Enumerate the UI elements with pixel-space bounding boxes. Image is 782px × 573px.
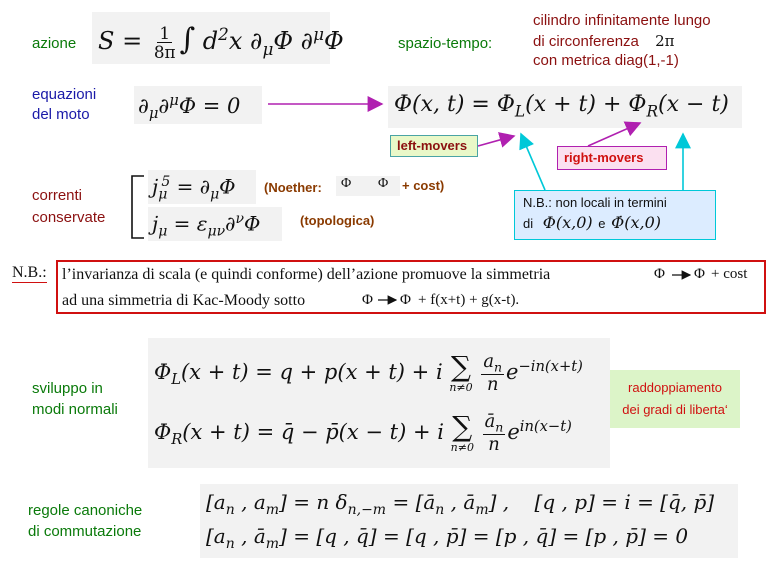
nb-main-line1-to: Φ — [694, 266, 705, 282]
phiL-formula: $\Phi_L(x + t) = q + p(x + t) + i$ ∑ n≠0 $\frac{a_n}{n}$ $e^{-in(x+t)}$ — [154, 349, 583, 396]
commutation-label-1: regole canoniche — [28, 502, 143, 519]
nb-arrow-left — [521, 134, 545, 190]
j5-formula: $j_\mu^5 = \partial_\mu\Phi$ — [152, 174, 236, 203]
spacetime-desc-3: con metrica diag(1,-1) — [533, 52, 679, 69]
nb-main-prefix: N.B.: — [12, 264, 47, 281]
doubling-line1: raddoppiamento — [628, 380, 722, 395]
action-formula: S = $\frac{1}{8\pi}$ ∫ $d^2x$ $\partial_\mu\Phi$ ∂$^\mu$Φ — [98, 22, 344, 62]
commutation-line2: [$a_n$ , $ā_m] = [q$ , q̄] = [q , p̄] = [p , q̄] = [p , p̄] = 0 — [206, 524, 689, 552]
j5-box — [148, 170, 256, 204]
j-box — [148, 207, 282, 241]
commutation-label-2: di commutazione — [28, 523, 142, 540]
left-movers-arrow — [478, 136, 514, 146]
right-movers-tag — [557, 146, 667, 170]
eom-label-2: del moto — [32, 106, 90, 123]
commutation-box — [200, 484, 738, 558]
nb-main-line1: l’invarianza di scala (e quindi conforme) dell’azione promuove la simmetria — [62, 266, 551, 283]
spacetime-label: spazio-tempo: — [398, 35, 493, 52]
spacetime-desc-1: cilindro infinitamente lungo — [533, 12, 711, 29]
nb-main-line2-tail: + f(x+t) + g(x-t). — [418, 292, 520, 308]
commutation-line1: [$a_n$ , $a_m] = n$ $\delta_{n,-m}$ = [$ā_n$ , $ā_m$] , [q , p] = i = [q̄, p̄] — [206, 490, 715, 518]
left-movers-text: left-movers — [397, 138, 468, 153]
eom-lhs: $\partial_\mu\partial^\mu\Phi = 0$ — [138, 92, 241, 123]
modes-box — [148, 338, 610, 468]
right-movers-arrow — [588, 123, 640, 146]
eom-rhs: Φ(x, $t) = \Phi_L(x + t) + \Phi_R(x - t)$ — [394, 92, 729, 121]
j-formula: $j_\mu = \varepsilon_{\mu\nu}\partial^\nu\Phi$ — [152, 211, 261, 240]
spacetime-desc-2: di circonferenza 2π — [533, 32, 675, 50]
modes-label-2: modi normali — [32, 401, 118, 418]
nb-main-line1-from: Φ — [654, 266, 665, 282]
currents-label-1: correnti — [32, 187, 83, 204]
doubling-line2: dei gradi di liberta‘ — [622, 402, 728, 417]
action-label: azione — [32, 35, 77, 52]
nb-nonlocal-box — [514, 190, 716, 240]
phiR-formula: $\Phi_R(x + t)$ = q̄ − p̄(x − t) + i ∑ n≠0 $\frac{ā_n}{n}$ $e^{in(x-t)}$ — [154, 409, 572, 456]
modes-label-1: sviluppo in — [32, 380, 103, 397]
noether-suffix: + cost) — [402, 178, 445, 193]
nb-nonlocal-line2: di Φ(x,0) e Φ̇(x,0) — [523, 213, 662, 232]
left-movers-tag — [390, 135, 478, 157]
eom-label-1: equazioni — [32, 86, 97, 103]
nb-main-line2: ad una simmetria di Kac-Moody sotto — [62, 292, 306, 309]
noether-to: Φ — [378, 176, 389, 191]
nb-nonlocal-line1: N.B.: non locali in termini — [523, 195, 667, 210]
currents-label-2: conservate — [32, 209, 106, 226]
noether-prefix: (Noether: — [264, 180, 322, 195]
noether-from: Φ — [341, 176, 352, 191]
nb-main-line2-to: Φ — [400, 292, 411, 308]
topological-note: (topologica) — [300, 213, 375, 228]
nb-main-line2-from: Φ — [362, 292, 373, 308]
doubling-box — [610, 370, 740, 428]
nb-main-line1-tail: + cost — [711, 266, 748, 282]
right-movers-text: right-movers — [564, 150, 644, 165]
currents-bracket — [132, 176, 144, 238]
